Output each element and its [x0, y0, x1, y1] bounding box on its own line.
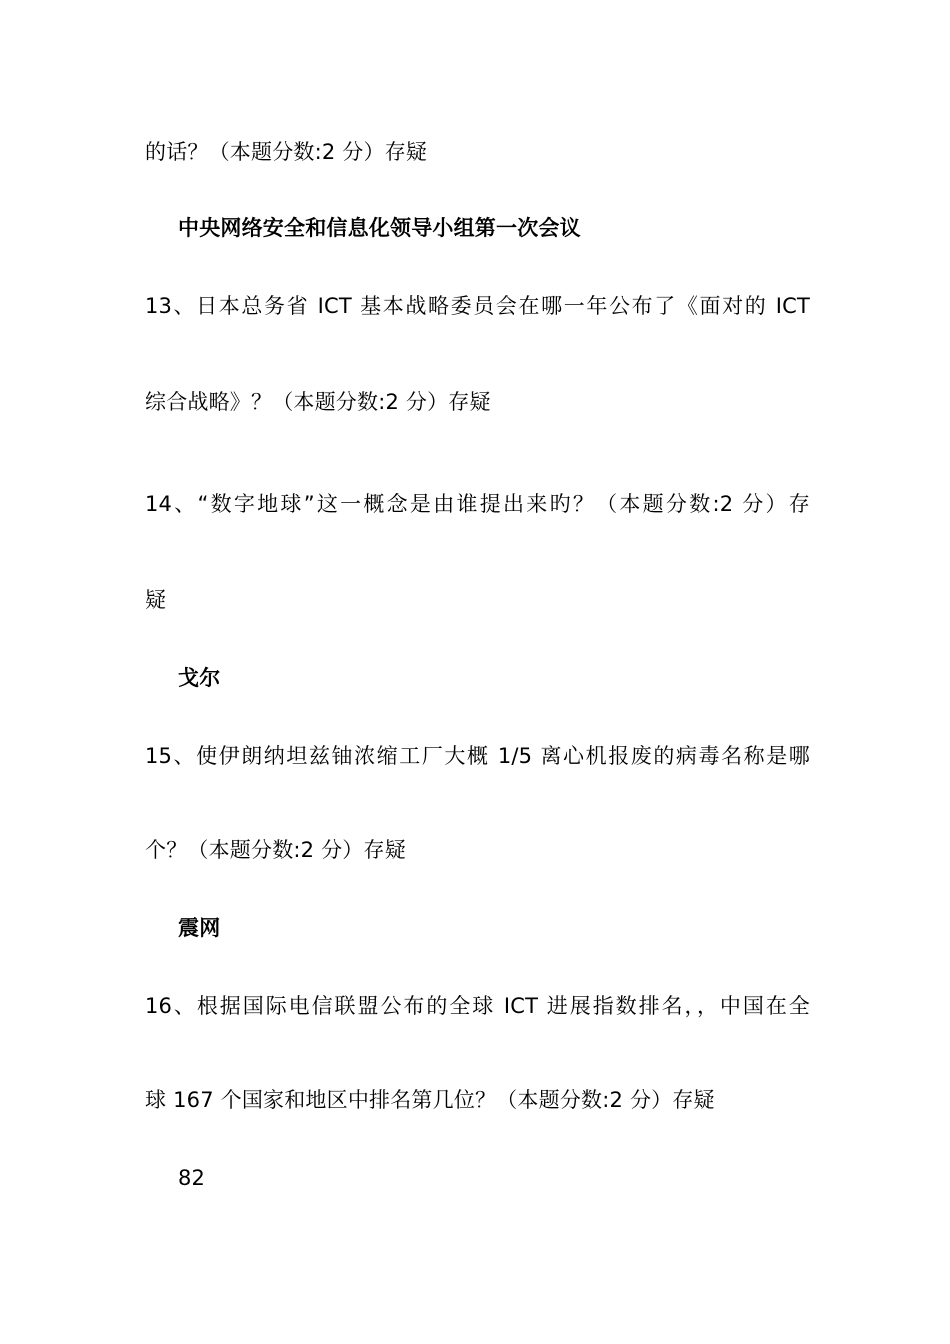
question-16-line-2: 球 167 个国家和地区中排名第几位？（本题分数:2 分）存疑	[145, 1088, 715, 1112]
question-16-line-1: 16、根据国际电信联盟公布的全球 ICT 进展指数排名，，中国在全	[145, 994, 810, 1018]
question-15-line-1: 15、使伊朗纳坦兹铀浓缩工厂大概 1/5 离心机报废的病毒名称是哪	[145, 744, 810, 768]
question-12-continuation: 的话？（本题分数:2 分）存疑	[145, 140, 428, 164]
question-15-line-2: 个？（本题分数:2 分）存疑	[145, 838, 406, 862]
question-14-line-1: 14、“数字地球”这一概念是由谁提出来旳？（本题分数:2 分）存	[145, 492, 810, 516]
answer-14: 戈尔	[178, 666, 221, 690]
answer-15: 震网	[178, 916, 221, 940]
question-14-line-2: 疑	[145, 588, 167, 612]
question-13-line-1: 13、日本总务省 ICT 基本战略委员会在哪一年公布了《面对的 ICT	[145, 294, 810, 318]
question-13-line-2: 综合战略》？（本题分数:2 分）存疑	[145, 390, 491, 414]
answer-12: 中央网络安全和信息化领导小组第一次会议	[178, 216, 581, 240]
answer-16: 82	[178, 1166, 206, 1190]
